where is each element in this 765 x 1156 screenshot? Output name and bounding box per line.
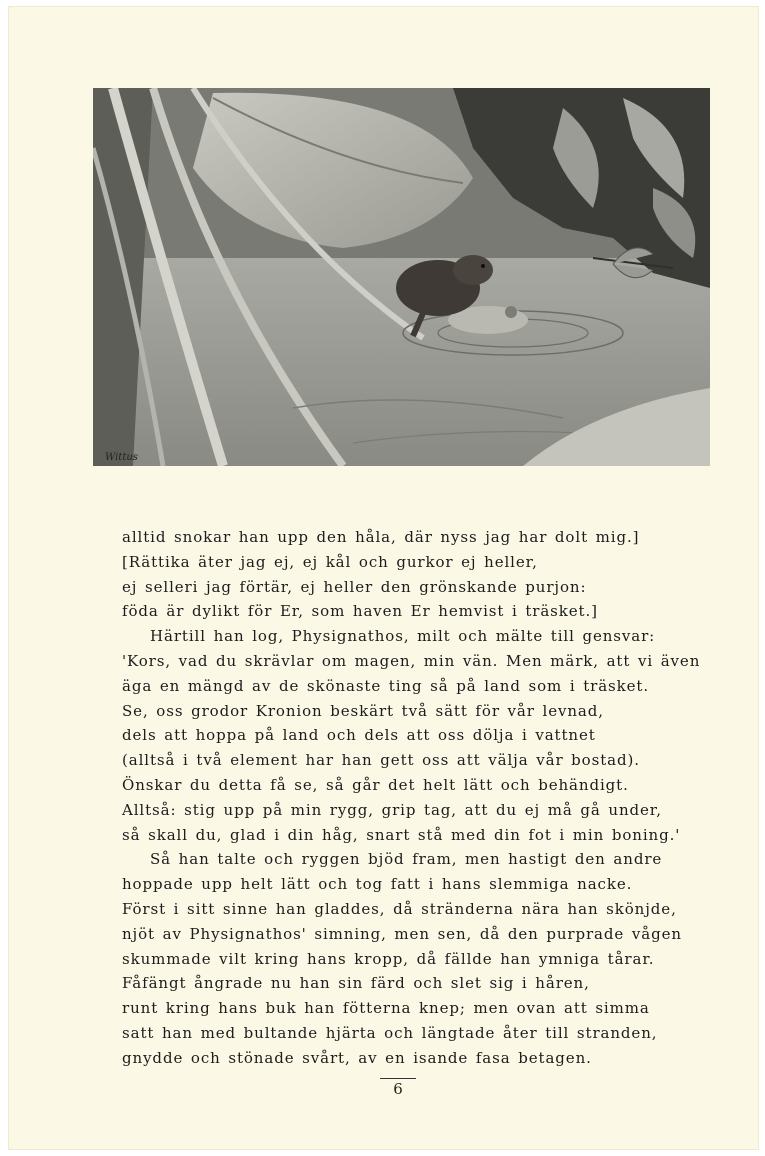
poem-line: Så han talte och ryggen bjöd fram, men hastigt den andre bbox=[150, 850, 663, 869]
poem-line: njöt av Physignathos' simning, men sen, då den purprade vågen bbox=[122, 924, 682, 943]
poem-line: Önskar du detta få se, så går det helt lätt och behändigt. bbox=[122, 775, 629, 794]
poem-line: gnydde och stönade svårt, av en isande fasa betagen. bbox=[122, 1048, 592, 1067]
illustration-signature: Wittus bbox=[105, 452, 138, 463]
poem-line: alltid snokar han upp den håla, där nyss jag har dolt mig.] bbox=[122, 528, 640, 546]
illustration bbox=[93, 88, 710, 466]
water-vole-on-frog-illustration bbox=[93, 88, 710, 466]
poem-line: hoppade upp helt lätt och tog fatt i hans slemmiga nacke. bbox=[122, 875, 633, 894]
poem-line: Alltså: stig upp på min rygg, grip tag, att du ej må gå under, bbox=[122, 800, 662, 819]
poem-line: äga en mängd av de skönaste ting så på land som i träsket. bbox=[122, 676, 650, 695]
poem-line: Fåfängt ångrade nu han sin färd och slet sig i håren, bbox=[122, 974, 590, 993]
poem-line: runt kring hans buk han fötterna knep; men ovan att simma bbox=[122, 999, 650, 1018]
book-page bbox=[8, 6, 759, 1150]
poem-line: [Rättika äter jag ej, ej kål och gurkor ej heller, bbox=[122, 552, 538, 571]
poem-line: Först i sitt sinne han gladdes, då stränderna nära han skönjde, bbox=[122, 899, 677, 918]
poem-line: Härtill han log, Physignathos, milt och mälte till gensvar: bbox=[150, 627, 656, 646]
poem-line: föda är dylikt för Er, som haven Er hemvist i träsket.] bbox=[122, 602, 598, 621]
poem-line: ej selleri jag förtär, ej heller den grönskande purjon: bbox=[122, 577, 587, 596]
page-number: 6 bbox=[380, 1078, 416, 1098]
poem-line: dels att hoppa på land och dels att oss dölja i vattnet bbox=[122, 726, 596, 745]
poem-line: skummade vilt kring hans kropp, då fällde han ymniga tårar. bbox=[122, 949, 655, 968]
poem-line: (alltså i två element har han gett oss att välja vår bostad). bbox=[122, 751, 640, 770]
poem-line: 'Kors, vad du skrävlar om magen, min vän. Men märk, att vi även bbox=[122, 651, 701, 670]
poem-line: satt han med bultande hjärta och längtade åter till stranden, bbox=[122, 1023, 658, 1042]
poem-line: så skall du, glad i din håg, snart stå med din fot i min boning.' bbox=[122, 825, 681, 844]
poem-line: Se, oss grodor Kronion beskärt två sätt för vår levnad, bbox=[122, 701, 604, 720]
poem-text bbox=[122, 525, 701, 1071]
